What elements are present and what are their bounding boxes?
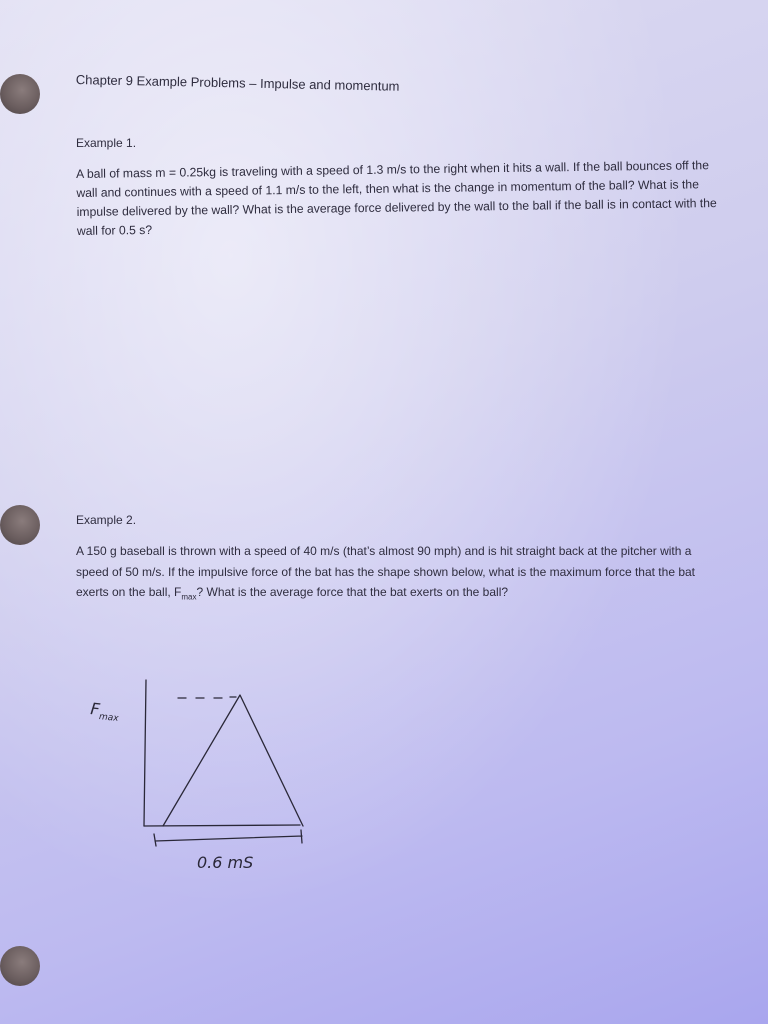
sketch-duration-bracket [154, 830, 302, 846]
sketch-y-label: $F_{max}$ [89, 699, 119, 724]
sketch-duration-label: 0.6 mS [197, 853, 254, 872]
sketch-dashed-peak-line [178, 697, 236, 698]
example-2-text-start: A 150 g baseball is thrown with a speed of 40 m/s (that’s almost 90 mph) and is hit straight back at the pitcher with a speed of 50 m/s. If the impulsive force of the bat has the shape shown below, what is the maximum force that the bat exerts on the ball, F [76, 544, 696, 599]
example-1-problem: A ball of mass m = 0.25kg is traveling with a speed of 1.3 m/s to the right when it hits a wall. If the ball bounces off the wall and continues with a speed of 1.1 m/s to the left, then what is the change in momentum of the ball? What is the impulse delivered by the wall? What is the average force delivered by the wall to the ball if the ball is in contact with the wall for 0.5 s? [76, 158, 717, 238]
example-2-label: Example 2. [76, 513, 137, 527]
page-title: Chapter 9 Example Problems – Impulse and momentum [75, 72, 400, 94]
sketch-x-axis [144, 825, 300, 826]
example-2-text-end: ? What is the average force that the bat exerts on the ball? [196, 585, 509, 599]
sketch-triangle-pulse [163, 695, 303, 826]
sketch-y-axis [144, 680, 146, 826]
sketch-y-label-sub: max [98, 711, 119, 724]
example-1-label: Example 1. [76, 136, 137, 150]
fmax-subscript: max [181, 592, 197, 602]
